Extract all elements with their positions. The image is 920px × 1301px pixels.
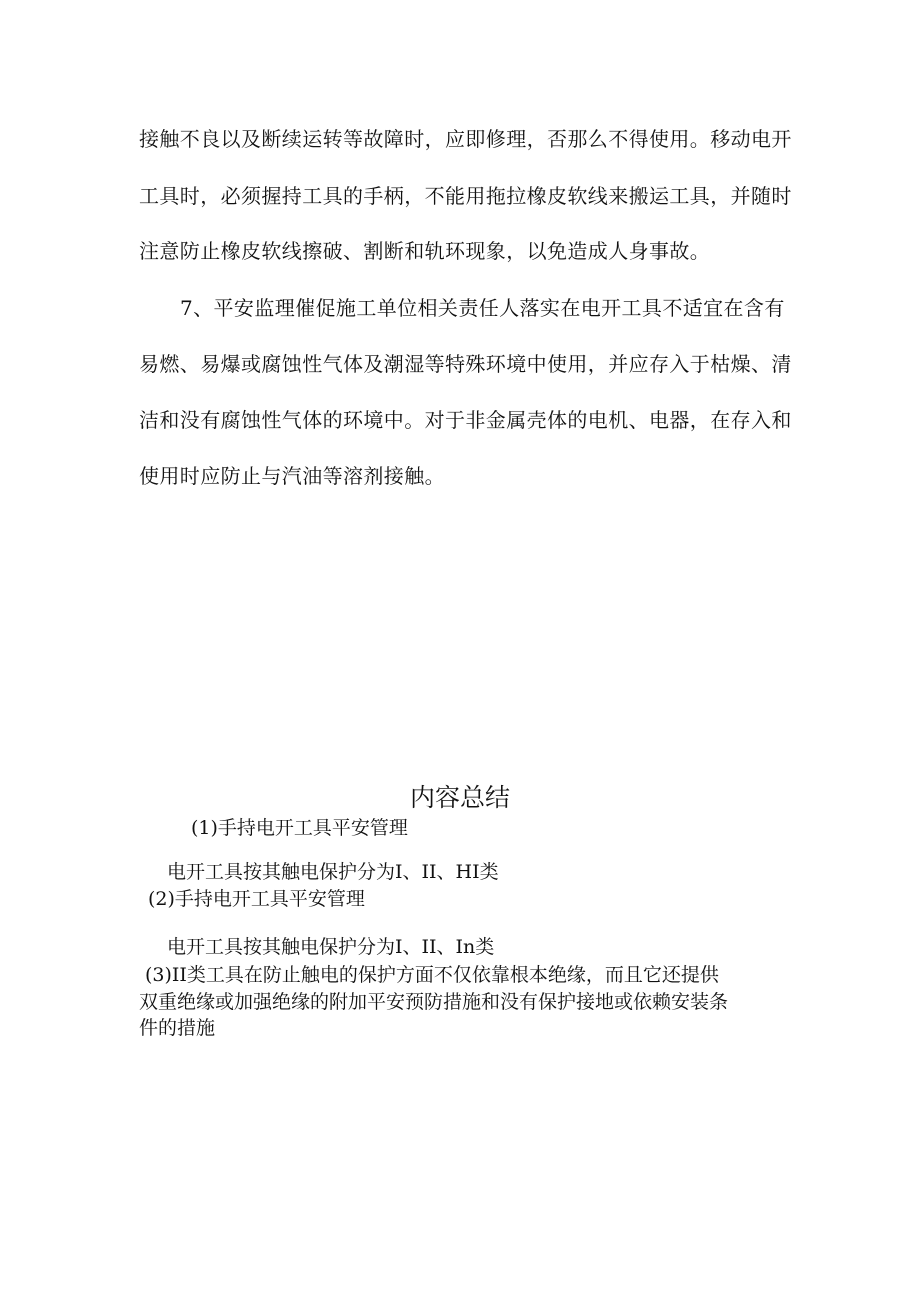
summary-item-3-line: (3)II类工具在防止触电的保护方面不仅依靠根本绝缘，而且它还提供 xyxy=(145,964,719,986)
paragraph-line: 洁和没有腐蚀性气体的环境中。对于非金属壳体的电机、电器，在存入和 xyxy=(139,408,792,432)
paragraph-line: 7、平安监理催促施工单位相关责任人落实在电开工具不适宜在含有 xyxy=(180,296,785,320)
paragraph-line: 使用时应防止与汽油等溶剂接触。 xyxy=(139,464,445,488)
summary-item-1-detail: 电开工具按其触电保护分为I、II、HI类 xyxy=(167,861,499,883)
paragraph-line: 易燃、易爆或腐蚀性气体及潮湿等特殊环境中使用，并应存入于枯燥、清 xyxy=(139,352,792,376)
paragraph-line: 接触不良以及断续运转等故障时，应即修理，否那么不得使用。移动电开 xyxy=(139,127,792,151)
summary-item-2-detail: 电开工具按其触电保护分为I、II、In类 xyxy=(167,936,495,958)
paragraph-line: 工具时，必须握持工具的手柄，不能用拖拉橡皮软线来搬运工具，并随时 xyxy=(139,184,792,208)
summary-title: 内容总结 xyxy=(409,783,510,812)
summary-item-2: (2)手持电开工具平安管理 xyxy=(148,888,365,910)
paragraph-line: 注意防止橡皮软线擦破、割断和轨环现象，以免造成人身事故。 xyxy=(139,239,711,263)
summary-item-1: (1)手持电开工具平安管理 xyxy=(191,817,408,839)
summary-item-3-line: 双重绝缘或加强绝缘的附加平安预防措施和没有保护接地或依赖安装条 xyxy=(139,991,729,1013)
summary-item-3-line: 件的措施 xyxy=(139,1017,216,1039)
